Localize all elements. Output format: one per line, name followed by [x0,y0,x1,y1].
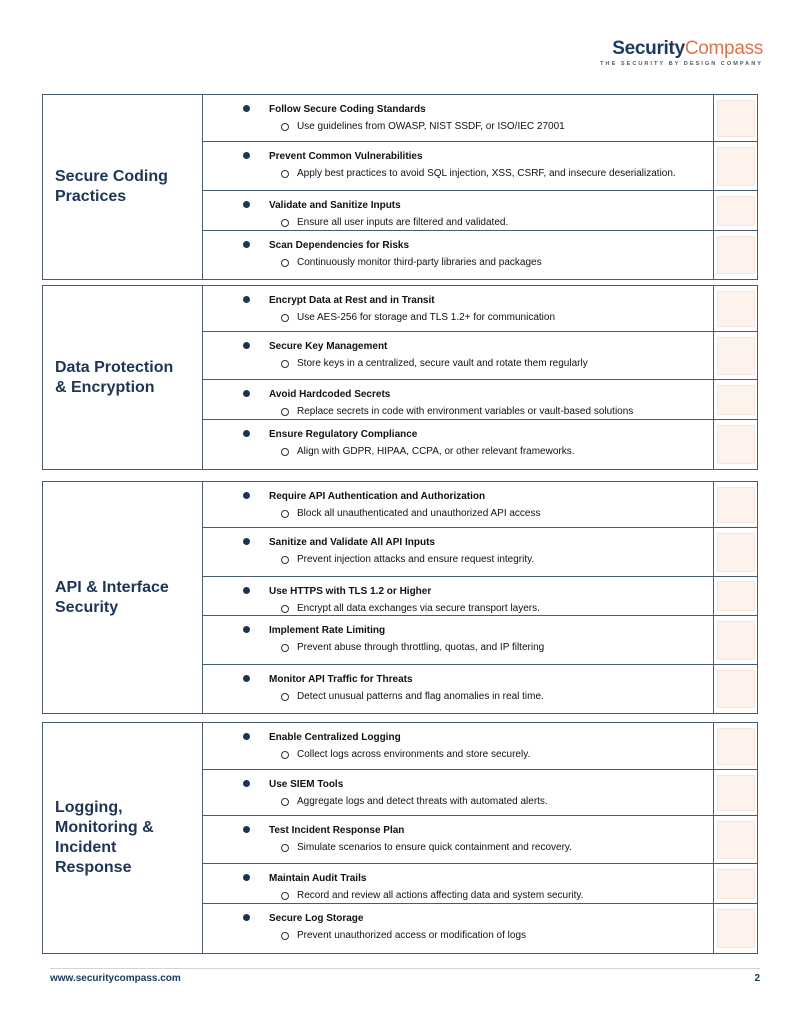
item-checkbox[interactable] [717,147,755,186]
sub-bullet-icon [281,844,289,852]
item-detail: Aggregate logs and detect threats with automated alerts. [297,796,548,807]
item-detail: Replace secrets in code with environment variables or vault-based solutions [297,406,634,417]
sub-bullet-icon [281,360,289,368]
section-items [203,482,757,713]
checklist-item [203,332,757,380]
checklist-item [203,231,757,279]
item-checkbox[interactable] [717,533,755,572]
item-body [203,482,713,527]
checkbox-cell [713,528,757,576]
section-2 [42,285,758,470]
item-checkbox[interactable] [717,100,755,137]
item-body [203,191,713,230]
bullet-icon [243,874,250,881]
bullet-icon [243,826,250,833]
item-body [203,577,713,615]
checklist-item [203,420,757,469]
item-checkbox[interactable] [717,621,755,660]
checklist-item [203,864,757,904]
item-detail-row [281,842,713,853]
sub-bullet-icon [281,556,289,564]
item-checkbox[interactable] [717,385,755,415]
checkbox-cell [713,577,757,615]
item-detail-row [281,642,713,653]
checkbox-cell [713,191,757,230]
item-detail: Use guidelines from OWASP, NIST SSDF, or ISO/IEC 27001 [297,121,565,132]
bullet-icon [243,296,250,303]
checkbox-cell [713,723,757,769]
checkbox-cell [713,231,757,279]
item-detail-row [281,406,713,417]
bullet-icon [243,105,250,112]
checkbox-cell [713,616,757,664]
sub-bullet-icon [281,644,289,652]
footer-divider [50,968,760,969]
section-items [203,286,757,469]
sub-bullet-icon [281,259,289,267]
section-title-cell [43,95,203,279]
checkbox-cell [713,142,757,190]
item-detail: Encrypt all data exchanges via secure transport layers. [297,603,540,614]
item-detail-row [281,446,713,457]
item-checkbox[interactable] [717,291,755,327]
checklist-item [203,816,757,864]
checklist-item [203,95,757,142]
brand-logo [600,38,763,67]
checklist-item [203,616,757,665]
sub-bullet-icon [281,798,289,806]
item-title: Sanitize and Validate All API Inputs [269,537,435,548]
bullet-icon [243,626,250,633]
item-body [203,665,713,713]
section-title: API & Interface Security [55,578,169,616]
item-body [203,723,713,769]
item-checkbox[interactable] [717,236,755,274]
section-3 [42,481,758,714]
item-detail: Prevent injection attacks and ensure request integrity. [297,554,535,565]
item-body [203,332,713,379]
bullet-icon [243,241,250,248]
section-1 [42,94,758,280]
item-detail-row [281,312,713,323]
item-detail-row [281,930,713,941]
item-checkbox[interactable] [717,728,755,765]
checkbox-cell [713,332,757,379]
checklist-item [203,577,757,616]
bullet-icon [243,492,250,499]
section-4 [42,722,758,954]
item-detail: Ensure all user inputs are filtered and validated. [297,217,509,228]
sub-bullet-icon [281,892,289,900]
item-detail-row [281,749,713,760]
item-body [203,420,713,469]
item-detail-row [281,890,713,901]
item-body [203,142,713,190]
item-title: Validate and Sanitize Inputs [269,200,401,211]
checklist-item [203,142,757,191]
bullet-icon [243,914,250,921]
item-title: Use HTTPS with TLS 1.2 or Higher [269,586,432,597]
item-detail-row [281,796,713,807]
item-detail-row [281,358,713,369]
sub-bullet-icon [281,170,289,178]
sub-bullet-icon [281,932,289,940]
sub-bullet-icon [281,693,289,701]
item-body [203,816,713,863]
item-body [203,616,713,664]
checklist-item [203,191,757,231]
item-detail: Simulate scenarios to ensure quick containment and recovery. [297,842,572,853]
item-title: Test Incident Response Plan [269,825,405,836]
item-body [203,286,713,331]
checkbox-cell [713,482,757,527]
item-detail-row [281,217,713,228]
sub-bullet-icon [281,448,289,456]
item-detail: Block all unauthenticated and unauthorized API access [297,508,541,519]
section-items [203,95,757,279]
item-body [203,770,713,815]
bullet-icon [243,430,250,437]
item-detail-row [281,691,713,702]
item-title: Scan Dependencies for Risks [269,240,410,251]
section-title: Logging, Monitoring & Incident Response [55,799,154,876]
item-detail-row [281,508,713,519]
item-checkbox[interactable] [717,670,755,708]
sub-bullet-icon [281,408,289,416]
bullet-icon [243,152,250,159]
item-checkbox[interactable] [717,821,755,859]
sub-bullet-icon [281,314,289,322]
bullet-icon [243,587,250,594]
bullet-icon [243,201,250,208]
item-checkbox[interactable] [717,869,755,899]
checkbox-cell [713,286,757,331]
item-title: Implement Rate Limiting [269,625,386,636]
checkbox-cell [713,904,757,953]
item-detail: Collect logs across environments and store securely. [297,749,531,760]
item-body [203,380,713,419]
item-detail-row [281,603,713,614]
item-title: Follow Secure Coding Standards [269,104,426,115]
item-detail-row [281,121,713,132]
item-detail: Prevent abuse through throttling, quotas, and IP filtering [297,642,545,653]
bullet-icon [243,342,250,349]
item-title: Monitor API Traffic for Threats [269,674,413,685]
bullet-icon [243,675,250,682]
item-title: Secure Log Storage [269,913,364,924]
item-detail: Prevent unauthorized access or modification of logs [297,930,527,941]
checklist-item [203,528,757,577]
item-title: Maintain Audit Trails [269,873,367,884]
item-checkbox[interactable] [717,337,755,375]
checklist-item [203,904,757,953]
section-title-cell [43,482,203,713]
item-checkbox[interactable] [717,196,755,226]
logo-tagline: THE SECURITY BY DESIGN COMPANY [600,61,763,67]
sub-bullet-icon [281,605,289,613]
checkbox-cell [713,665,757,713]
bullet-icon [243,733,250,740]
logo-wordmark [600,38,763,60]
checklist-item [203,723,757,770]
section-title-cell [43,286,203,469]
item-detail: Use AES-256 for storage and TLS 1.2+ for communication [297,312,556,323]
item-title: Require API Authentication and Authorization [269,491,486,502]
checklist-item [203,380,757,420]
item-body [203,864,713,903]
item-detail: Align with GDPR, HIPAA, CCPA, or other relevant frameworks. [297,446,575,457]
item-checkbox[interactable] [717,487,755,523]
checkbox-cell [713,420,757,469]
checkbox-cell [713,816,757,863]
bullet-icon [243,390,250,397]
item-title: Enable Centralized Logging [269,732,401,743]
checklist-item [203,665,757,713]
section-title-cell [43,723,203,953]
item-title: Ensure Regulatory Compliance [269,429,418,440]
item-checkbox[interactable] [717,425,755,464]
item-detail: Store keys in a centralized, secure vault and rotate them regularly [297,358,588,369]
item-title: Encrypt Data at Rest and in Transit [269,295,435,306]
item-checkbox[interactable] [717,909,755,948]
page-number: 2 [754,973,760,984]
sub-bullet-icon [281,123,289,131]
sub-bullet-icon [281,510,289,518]
checklist-item [203,286,757,332]
item-title: Secure Key Management [269,341,388,352]
footer-url: www.securitycompass.com [50,973,181,984]
bullet-icon [243,780,250,787]
item-body [203,231,713,279]
item-detail: Record and review all actions affecting data and system security. [297,890,584,901]
item-checkbox[interactable] [717,775,755,811]
item-body [203,95,713,141]
item-title: Use SIEM Tools [269,779,344,790]
item-detail-row [281,168,713,179]
sub-bullet-icon [281,219,289,227]
item-checkbox[interactable] [717,581,755,611]
section-title: Secure Coding Practices [55,168,168,205]
bullet-icon [243,538,250,545]
checklist-item [203,482,757,528]
item-detail-row [281,554,713,565]
checkbox-cell [713,770,757,815]
checkbox-cell [713,864,757,903]
item-title: Avoid Hardcoded Secrets [269,389,391,400]
item-detail: Continuously monitor third-party libraries and packages [297,257,542,268]
item-detail-row [281,257,713,268]
section-items [203,723,757,953]
logo-word-compass: Compass [684,38,763,59]
item-title: Prevent Common Vulnerabilities [269,151,423,162]
section-title: Data Protection & Encryption [55,358,174,396]
logo-word-security: Security [612,38,685,59]
item-detail: Detect unusual patterns and flag anomalies in real time. [297,691,544,702]
item-body [203,904,713,953]
item-detail: Apply best practices to avoid SQL injection, XSS, CSRF, and insecure deserialization. [297,168,676,179]
sub-bullet-icon [281,751,289,759]
item-body [203,528,713,576]
checkbox-cell [713,380,757,419]
checkbox-cell [713,95,757,141]
checklist-item [203,770,757,816]
